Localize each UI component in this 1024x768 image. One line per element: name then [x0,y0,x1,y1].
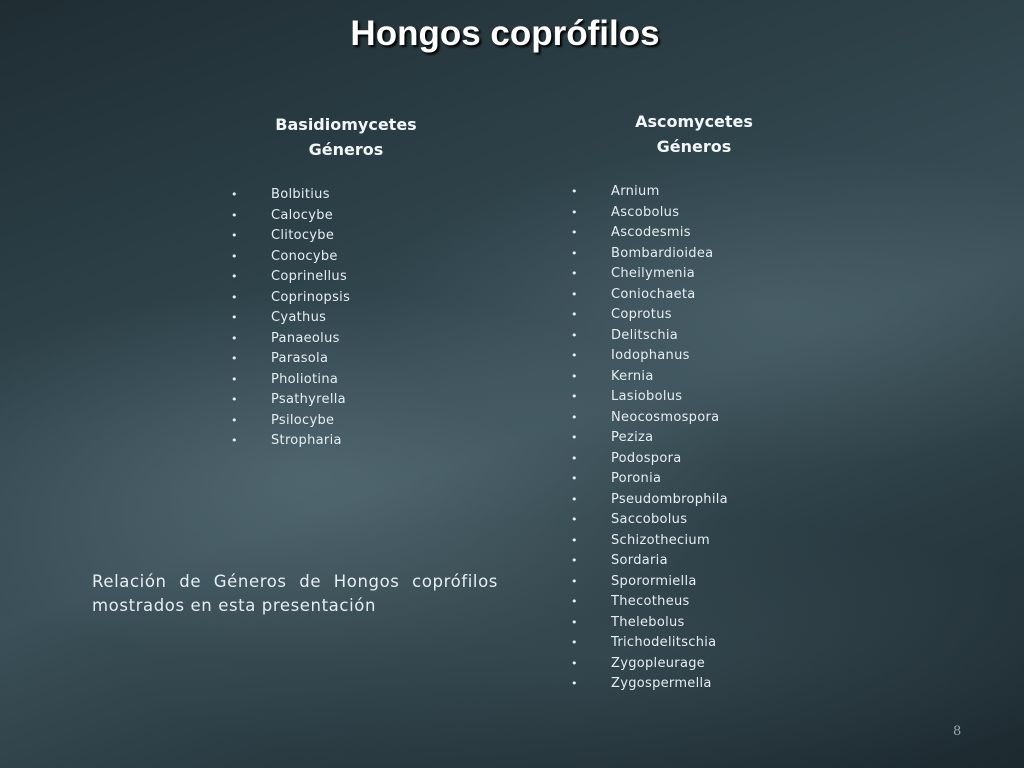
genus-name: Conocybe [271,248,338,264]
bullet-icon: • [231,188,238,201]
bullet-icon: • [231,393,238,406]
genus-name: Peziza [611,430,654,445]
bullet-icon: • [571,636,578,649]
genus-name: Cyathus [271,310,327,325]
bullet-icon: • [571,246,578,260]
bullet-icon: • [231,372,238,386]
genus-name: Psilocybe [271,412,335,428]
bullet-icon: • [231,249,238,263]
ascomycetes-title: Ascomycetes [635,112,753,131]
bullet-icon: • [571,308,578,321]
genus-name: Parasola [271,351,329,366]
ascomycetes-heading [594,109,794,159]
genus-name: Poronia [611,471,662,486]
genus-name: Podospora [611,450,682,466]
genus-name: Calocybe [271,207,334,223]
genus-name: Delitschia [611,327,679,343]
bullet-icon: • [571,410,578,424]
bullet-icon: • [571,431,578,444]
bullet-icon: • [231,331,238,345]
bullet-icon: • [231,208,238,222]
bullet-icon: • [231,352,238,365]
genus-name: Coprinellus [271,269,348,284]
bullet-icon: • [571,287,578,301]
bullet-icon: • [571,615,578,629]
bullet-icon: • [571,677,578,690]
slide-caption: Relación de Géneros de Hongos coprófilos mostrados en esta presentación [92,572,498,615]
genus-name: Lasiobolus [611,389,683,404]
genus-name: Panaeolus [271,330,340,346]
genus-name: Pseudombrophila [611,491,728,507]
bullet-icon: • [571,205,578,219]
bullet-icon: • [571,390,578,403]
genus-name: Kernia [611,368,654,384]
bullet-icon: • [231,270,238,283]
genus-name: Arnium [611,184,660,199]
bullet-icon: • [571,185,578,198]
genus-name: Schizothecium [611,532,710,548]
basidiomycetes-heading [246,112,446,162]
genus-name: Sordaria [611,553,668,568]
basidiomycetes-title: Basidiomycetes [275,115,417,134]
genus-name: Bombardioidea [611,245,714,261]
bullet-icon: • [571,656,578,670]
bullet-icon: • [231,434,238,447]
genus-name: Clitocybe [271,228,335,243]
genus-name: Coniochaeta [611,286,696,302]
bullet-icon: • [571,226,578,239]
genus-name: Ascodesmis [611,225,691,240]
genus-name: Iodophanus [611,348,690,363]
basidiomycetes-subtitle: Géneros [308,140,384,159]
genus-name: Sporormiella [611,573,697,589]
ascomycetes-subtitle: Géneros [656,137,732,156]
bullet-icon: • [571,472,578,485]
bullet-icon: • [231,290,238,304]
genus-name: Coprinopsis [271,289,351,305]
genus-name: Cheilymenia [611,266,696,281]
page-number: 8 [953,724,962,739]
bullet-icon: • [571,451,578,465]
bullet-icon: • [571,533,578,547]
bullet-icon: • [571,595,578,608]
bullet-icon: • [571,554,578,567]
genus-name: Trichodelitschia [611,635,717,650]
genus-name: Thecotheus [611,594,690,609]
genus-name: Saccobolus [611,512,688,527]
slide-title: Hongos coprófilos [350,14,660,53]
bullet-icon: • [571,574,578,588]
bullet-icon: • [231,311,238,324]
genus-name: Thelebolus [611,614,685,630]
bullet-icon: • [231,229,238,242]
bullet-icon: • [571,267,578,280]
genus-name: Zygospermella [611,676,712,691]
genus-name: Zygopleurage [611,655,706,671]
genus-name: Psathyrella [271,392,346,407]
genus-name: Bolbitius [271,187,330,202]
genus-name: Stropharia [271,433,342,448]
bullet-icon: • [231,413,238,427]
genus-name: Ascobolus [611,204,680,220]
bullet-icon: • [571,349,578,362]
bullet-icon: • [571,513,578,526]
bullet-icon: • [571,492,578,506]
genus-name: Pholiotina [271,371,339,387]
bullet-icon: • [571,369,578,383]
bullet-icon: • [571,328,578,342]
genus-name: Neocosmospora [611,409,720,425]
genus-name: Coprotus [611,307,672,322]
